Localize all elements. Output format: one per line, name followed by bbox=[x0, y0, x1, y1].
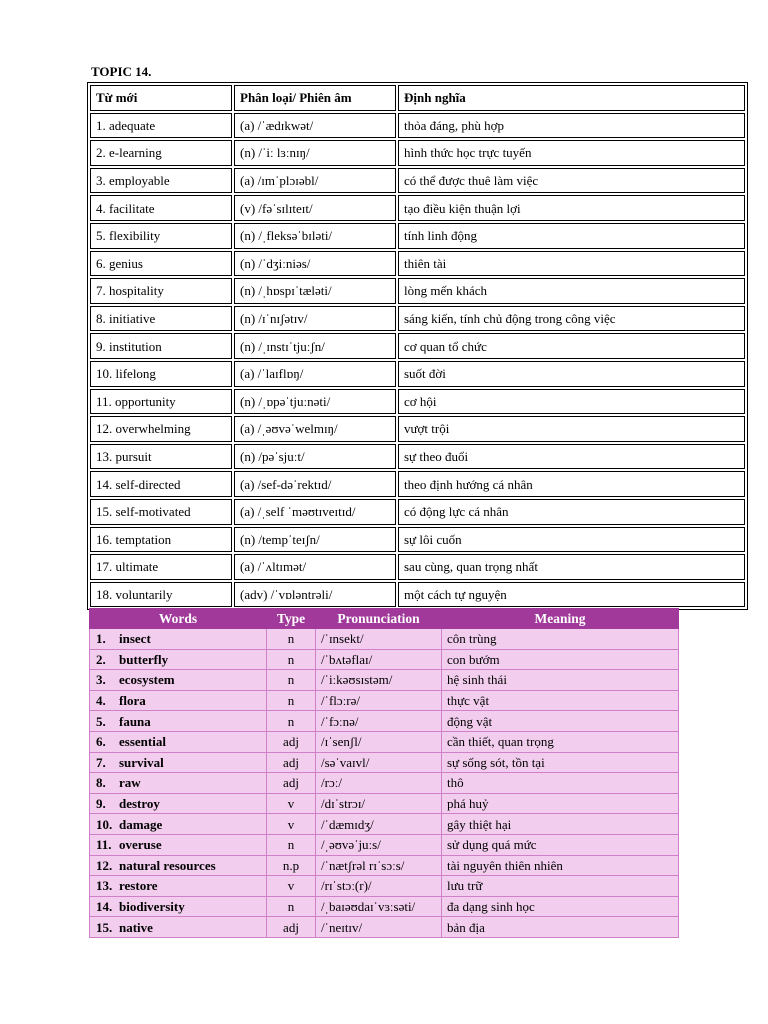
word-text: flora bbox=[119, 693, 146, 709]
pronunciation-cell: /səˈvaɪvl/ bbox=[316, 752, 442, 773]
type-pronunciation-cell: (a) /ˈlaɪflɒŋ/ bbox=[234, 361, 396, 387]
word-number: 1. bbox=[96, 631, 106, 647]
table-row bbox=[90, 711, 679, 732]
word-number: 9. bbox=[96, 796, 106, 812]
pronunciation-cell: /ˈɪnsekt/ bbox=[316, 629, 442, 650]
type-cell: v bbox=[267, 876, 316, 897]
word-text: survival bbox=[119, 754, 164, 770]
word-cell: 11. opportunity bbox=[90, 389, 232, 415]
word-cell: 1. adequate bbox=[90, 113, 232, 139]
type-cell: n bbox=[267, 649, 316, 670]
definition-cell: sự theo đuổi bbox=[398, 444, 745, 470]
type-cell: adj bbox=[267, 752, 316, 773]
table-row bbox=[90, 554, 745, 580]
definition-cell: có thể được thuê làm việc bbox=[398, 168, 745, 194]
meaning-cell: thô bbox=[442, 773, 679, 794]
header-pronunciation: Pronunciation bbox=[316, 609, 442, 629]
word-cell bbox=[90, 731, 267, 752]
table-row bbox=[90, 896, 679, 917]
definition-cell: tính linh động bbox=[398, 223, 745, 249]
pronunciation-cell: /ˈbʌtəflaɪ/ bbox=[316, 649, 442, 670]
table-row bbox=[90, 670, 679, 691]
table-row bbox=[90, 389, 745, 415]
table-row bbox=[90, 855, 679, 876]
header-meaning: Meaning bbox=[442, 609, 679, 629]
table-row bbox=[90, 649, 679, 670]
table-row bbox=[90, 499, 745, 525]
header-new-word: Từ mới bbox=[90, 85, 232, 111]
word-cell bbox=[90, 814, 267, 835]
type-pronunciation-cell: (n) /ɪˈnɪʃətɪv/ bbox=[234, 306, 396, 332]
table-row bbox=[90, 113, 745, 139]
type-cell: v bbox=[267, 814, 316, 835]
word-cell: 18. voluntarily bbox=[90, 582, 232, 608]
type-pronunciation-cell: (n) /ˌfleksəˈbɪləti/ bbox=[234, 223, 396, 249]
type-cell: adj bbox=[267, 917, 316, 938]
table-header-row bbox=[90, 85, 745, 111]
meaning-cell: bản địa bbox=[442, 917, 679, 938]
word-cell: 13. pursuit bbox=[90, 444, 232, 470]
vocabulary-table-1 bbox=[87, 82, 748, 610]
word-text: biodiversity bbox=[119, 899, 185, 915]
word-number: 10. bbox=[96, 816, 113, 832]
meaning-cell: sự sống sót, tồn tại bbox=[442, 752, 679, 773]
word-cell bbox=[90, 670, 267, 691]
word-cell: 17. ultimate bbox=[90, 554, 232, 580]
vocabulary-table-2 bbox=[89, 608, 679, 938]
definition-cell: lòng mến khách bbox=[398, 278, 745, 304]
word-cell bbox=[90, 690, 267, 711]
word-text: raw bbox=[119, 775, 141, 791]
type-pronunciation-cell: (a) /ˌself ˈməʊtɪveɪtɪd/ bbox=[234, 499, 396, 525]
word-cell: 3. employable bbox=[90, 168, 232, 194]
type-pronunciation-cell: (a) /ˈʌltɪmət/ bbox=[234, 554, 396, 580]
type-pronunciation-cell: (n) /ˌɪnstɪˈtjuːʃn/ bbox=[234, 333, 396, 359]
word-text: insect bbox=[119, 631, 151, 647]
word-text: destroy bbox=[119, 796, 160, 812]
word-text: butterfly bbox=[119, 651, 169, 667]
definition-cell: tạo điều kiện thuận lợi bbox=[398, 195, 745, 221]
word-number: 13. bbox=[96, 878, 113, 894]
word-cell: 2. e-learning bbox=[90, 140, 232, 166]
pronunciation-cell: /ˌbaɪəʊdaɪˈvɜːsəti/ bbox=[316, 896, 442, 917]
word-cell: 12. overwhelming bbox=[90, 416, 232, 442]
word-cell bbox=[90, 876, 267, 897]
type-pronunciation-cell: (n) /tempˈteɪʃn/ bbox=[234, 527, 396, 553]
table-row bbox=[90, 834, 679, 855]
pronunciation-cell: /ˈdæmɪdʒ/ bbox=[316, 814, 442, 835]
word-cell bbox=[90, 711, 267, 732]
word-number: 3. bbox=[96, 672, 106, 688]
type-pronunciation-cell: (a) /sef-dəˈrektɪd/ bbox=[234, 471, 396, 497]
word-text: native bbox=[119, 919, 153, 935]
table-row bbox=[90, 251, 745, 277]
table-row bbox=[90, 361, 745, 387]
type-cell: adj bbox=[267, 731, 316, 752]
word-cell: 15. self-motivated bbox=[90, 499, 232, 525]
word-text: natural resources bbox=[119, 857, 216, 873]
pronunciation-cell: /ɪˈsenʃl/ bbox=[316, 731, 442, 752]
word-number: 5. bbox=[96, 713, 106, 729]
word-number: 8. bbox=[96, 775, 106, 791]
header-type-pronunciation: Phân loại/ Phiên âm bbox=[234, 85, 396, 111]
type-cell: n bbox=[267, 896, 316, 917]
word-text: ecosystem bbox=[119, 672, 175, 688]
word-number: 4. bbox=[96, 693, 106, 709]
meaning-cell: con bướm bbox=[442, 649, 679, 670]
word-cell bbox=[90, 793, 267, 814]
table-row bbox=[90, 195, 745, 221]
table-row bbox=[90, 582, 745, 608]
definition-cell: một cách tự nguyện bbox=[398, 582, 745, 608]
type-pronunciation-cell: (adv) /ˈvɒləntrəli/ bbox=[234, 582, 396, 608]
type-pronunciation-cell: (v) /fəˈsɪlɪteɪt/ bbox=[234, 195, 396, 221]
definition-cell: thỏa đáng, phù hợp bbox=[398, 113, 745, 139]
definition-cell: sau cùng, quan trọng nhất bbox=[398, 554, 745, 580]
meaning-cell: hệ sinh thái bbox=[442, 670, 679, 691]
meaning-cell: tài nguyên thiên nhiên bbox=[442, 855, 679, 876]
type-cell: n bbox=[267, 834, 316, 855]
table-row bbox=[90, 629, 679, 650]
table-row bbox=[90, 333, 745, 359]
word-cell bbox=[90, 855, 267, 876]
type-pronunciation-cell: (a) /ˌəʊvəˈwelmɪŋ/ bbox=[234, 416, 396, 442]
meaning-cell: sử dụng quá mức bbox=[442, 834, 679, 855]
table-row bbox=[90, 814, 679, 835]
table-row bbox=[90, 471, 745, 497]
word-text: overuse bbox=[119, 837, 162, 853]
word-cell: 14. self-directed bbox=[90, 471, 232, 497]
type-cell: n bbox=[267, 629, 316, 650]
table-row bbox=[90, 752, 679, 773]
word-cell bbox=[90, 917, 267, 938]
meaning-cell: phá huỷ bbox=[442, 793, 679, 814]
table-row bbox=[90, 773, 679, 794]
meaning-cell: lưu trữ bbox=[442, 876, 679, 897]
table-row bbox=[90, 140, 745, 166]
type-pronunciation-cell: (n) /ˈiː lɜːnɪŋ/ bbox=[234, 140, 396, 166]
header-definition: Định nghĩa bbox=[398, 85, 745, 111]
word-number: 7. bbox=[96, 754, 106, 770]
definition-cell: theo định hướng cá nhân bbox=[398, 471, 745, 497]
definition-cell: cơ hội bbox=[398, 389, 745, 415]
word-cell: 7. hospitality bbox=[90, 278, 232, 304]
table-header-row bbox=[90, 609, 679, 629]
type-pronunciation-cell: (a) /ˈædɪkwət/ bbox=[234, 113, 396, 139]
table-row bbox=[90, 223, 745, 249]
meaning-cell: đa dạng sinh học bbox=[442, 896, 679, 917]
word-cell bbox=[90, 649, 267, 670]
word-text: fauna bbox=[119, 713, 151, 729]
definition-cell: vượt trội bbox=[398, 416, 745, 442]
pronunciation-cell: /ˈnætʃrəl rɪˈsɔːs/ bbox=[316, 855, 442, 876]
definition-cell: hình thức học trực tuyến bbox=[398, 140, 745, 166]
word-cell bbox=[90, 896, 267, 917]
word-cell: 10. lifelong bbox=[90, 361, 232, 387]
table-row bbox=[90, 917, 679, 938]
word-cell: 6. genius bbox=[90, 251, 232, 277]
word-cell bbox=[90, 629, 267, 650]
word-cell: 16. temptation bbox=[90, 527, 232, 553]
table-row bbox=[90, 278, 745, 304]
table-row bbox=[90, 444, 745, 470]
meaning-cell: thực vật bbox=[442, 690, 679, 711]
type-pronunciation-cell: (a) /ɪmˈplɔɪəbl/ bbox=[234, 168, 396, 194]
word-cell bbox=[90, 834, 267, 855]
word-number: 11. bbox=[96, 837, 112, 853]
type-cell: n.p bbox=[267, 855, 316, 876]
table-row bbox=[90, 793, 679, 814]
meaning-cell: côn trùng bbox=[442, 629, 679, 650]
pronunciation-cell: /ˈiːkəʊsɪstəm/ bbox=[316, 670, 442, 691]
definition-cell: thiên tài bbox=[398, 251, 745, 277]
word-cell: 5. flexibility bbox=[90, 223, 232, 249]
pronunciation-cell: /ˈfɔːnə/ bbox=[316, 711, 442, 732]
type-pronunciation-cell: (n) /pəˈsjuːt/ bbox=[234, 444, 396, 470]
definition-cell: sự lôi cuốn bbox=[398, 527, 745, 553]
definition-cell: suốt đời bbox=[398, 361, 745, 387]
definition-cell: cơ quan tổ chức bbox=[398, 333, 745, 359]
word-number: 6. bbox=[96, 734, 106, 750]
word-cell: 8. initiative bbox=[90, 306, 232, 332]
table-row bbox=[90, 168, 745, 194]
pronunciation-cell: /rɪˈstɔː(r)/ bbox=[316, 876, 442, 897]
meaning-cell: cần thiết, quan trọng bbox=[442, 731, 679, 752]
pronunciation-cell: /dɪˈstrɔɪ/ bbox=[316, 793, 442, 814]
type-cell: n bbox=[267, 690, 316, 711]
word-cell: 9. institution bbox=[90, 333, 232, 359]
type-cell: adj bbox=[267, 773, 316, 794]
table-row bbox=[90, 527, 745, 553]
table-row bbox=[90, 876, 679, 897]
word-number: 15. bbox=[96, 919, 113, 935]
header-words: Words bbox=[90, 609, 267, 629]
topic-title: TOPIC 14. bbox=[91, 64, 152, 79]
definition-cell: sáng kiến, tính chủ động trong công việc bbox=[398, 306, 745, 332]
word-text: damage bbox=[119, 816, 163, 832]
type-cell: v bbox=[267, 793, 316, 814]
vocabulary-table-2-body bbox=[90, 629, 679, 938]
pronunciation-cell: /ˌəʊvəˈjuːs/ bbox=[316, 834, 442, 855]
vocabulary-table-1-body bbox=[90, 113, 745, 608]
table-row bbox=[90, 731, 679, 752]
pronunciation-cell: /ˈneɪtɪv/ bbox=[316, 917, 442, 938]
word-number: 14. bbox=[96, 899, 113, 915]
table-row bbox=[90, 416, 745, 442]
table-row bbox=[90, 690, 679, 711]
meaning-cell: gây thiệt hại bbox=[442, 814, 679, 835]
word-cell bbox=[90, 773, 267, 794]
type-pronunciation-cell: (n) /ˌɒpəˈtjuːnəti/ bbox=[234, 389, 396, 415]
word-text: restore bbox=[119, 878, 158, 894]
type-cell: n bbox=[267, 711, 316, 732]
word-number: 2. bbox=[96, 651, 106, 667]
type-pronunciation-cell: (n) /ˌhɒspɪˈtæləti/ bbox=[234, 278, 396, 304]
type-cell: n bbox=[267, 670, 316, 691]
table-row bbox=[90, 306, 745, 332]
header-type: Type bbox=[267, 609, 316, 629]
word-number: 12. bbox=[96, 857, 113, 873]
definition-cell: có động lực cá nhân bbox=[398, 499, 745, 525]
word-text: essential bbox=[119, 734, 166, 750]
word-cell bbox=[90, 752, 267, 773]
pronunciation-cell: /rɔː/ bbox=[316, 773, 442, 794]
pronunciation-cell: /ˈflɔːrə/ bbox=[316, 690, 442, 711]
meaning-cell: động vật bbox=[442, 711, 679, 732]
type-pronunciation-cell: (n) /ˈdʒiːniəs/ bbox=[234, 251, 396, 277]
word-cell: 4. facilitate bbox=[90, 195, 232, 221]
